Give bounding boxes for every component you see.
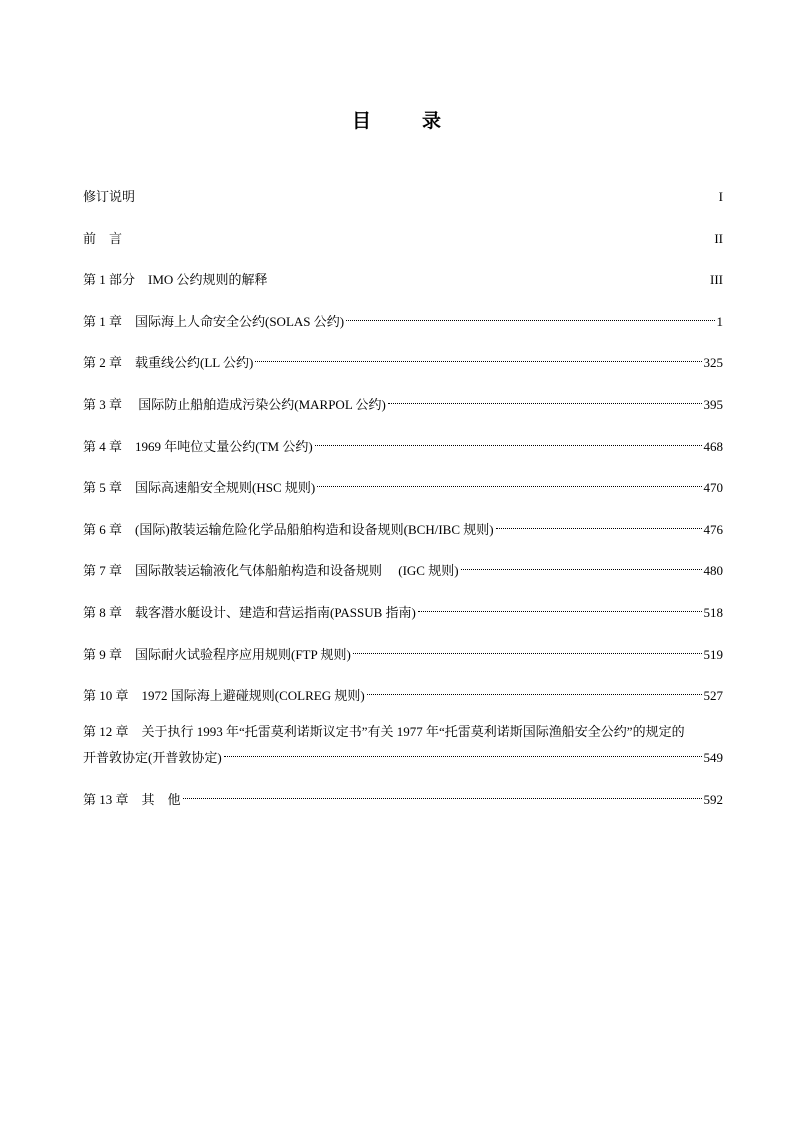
toc-entry[interactable]	[83, 264, 723, 306]
toc-entry[interactable]	[83, 555, 723, 597]
toc-page-number: 592	[703, 791, 723, 807]
toc-leader	[255, 347, 701, 367]
toc-entry-label: 前 言	[83, 230, 123, 246]
toc-page-number: III	[710, 272, 723, 288]
table-of-contents	[83, 181, 723, 825]
toc-entry-chapter-13[interactable]	[83, 784, 723, 826]
toc-entry[interactable]	[83, 514, 723, 556]
toc-entry-label: 第 10 章 1972 国际海上避碰规则(COLREG 规则)	[83, 688, 365, 704]
toc-page-number: 395	[703, 396, 723, 412]
toc-entry-chapter-12[interactable]	[83, 722, 723, 784]
toc-entry[interactable]	[83, 597, 723, 639]
toc-leader	[388, 389, 702, 409]
toc-entry[interactable]	[83, 223, 723, 265]
toc-entry-label: 第 7 章 国际散装运输液化气体船舶构造和设备规则 (IGC 规则)	[83, 563, 459, 579]
toc-page-number: 1	[716, 313, 723, 329]
toc-page-number: 519	[703, 646, 723, 662]
toc-page-number: II	[714, 230, 723, 246]
toc-page-number: 476	[703, 521, 723, 537]
toc-page-number: 527	[703, 688, 723, 704]
toc-leader	[183, 784, 702, 804]
toc-page-number: 549	[703, 749, 723, 765]
toc-page-number: 468	[703, 438, 723, 454]
toc-entry[interactable]	[83, 306, 723, 348]
toc-entry-label: 第 13 章 其 他	[83, 791, 181, 807]
toc-leader	[461, 555, 702, 575]
toc-leader	[346, 306, 714, 326]
toc-leader	[496, 514, 702, 534]
toc-entry-label: 第 12 章 关于执行 1993 年“托雷莫利诺斯议定书”有关 1977 年“托雷莫利诺斯国际渔船安全公约”的规定的	[83, 723, 685, 739]
toc-leader	[353, 639, 702, 659]
toc-entry-label: 修订说明	[83, 189, 136, 204]
toc-leader	[124, 223, 712, 243]
toc-entry[interactable]	[83, 431, 723, 473]
toc-leader	[367, 680, 702, 700]
page-title: 目 录	[351, 111, 457, 132]
toc-leader	[418, 597, 702, 617]
toc-entry-label: 第 2 章 载重线公约(LL 公约)	[83, 355, 254, 371]
toc-page-number: 470	[703, 480, 723, 496]
toc-entry-label: 第 6 章 (国际)散装运输危险化学品船舶构造和设备规则(BCH/IBC 规则)	[83, 521, 494, 537]
toc-entry[interactable]	[83, 680, 723, 722]
toc-entry-label-continued: 开普敦协定(开普敦协定)	[83, 749, 222, 765]
toc-page-number: 480	[703, 563, 723, 579]
toc-entry-label: 第 9 章 国际耐火试验程序应用规则(FTP 规则)	[83, 646, 351, 662]
toc-leader	[224, 742, 702, 762]
toc-leader	[315, 431, 702, 451]
toc-entry[interactable]	[83, 347, 723, 389]
toc-leader	[317, 472, 701, 492]
toc-entry[interactable]	[83, 389, 723, 431]
toc-page-number: 325	[703, 355, 723, 371]
toc-entry-label: 第 8 章 载客潜水艇设计、建造和营运指南(PASSUB 指南)	[83, 604, 416, 620]
toc-entry[interactable]	[83, 472, 723, 514]
toc-page-number: 518	[703, 604, 723, 620]
toc-entry-label: 第 5 章 国际高速船安全规则(HSC 规则)	[83, 480, 316, 496]
toc-entry[interactable]	[83, 181, 723, 223]
toc-entry-label: 第 1 章 国际海上人命安全公约(SOLAS 公约)	[83, 313, 345, 329]
toc-page-number: I	[718, 189, 723, 204]
toc-leader	[270, 264, 708, 284]
toc-entry-label: 第 4 章 1969 年吨位丈量公约(TM 公约)	[83, 438, 313, 454]
toc-leader	[137, 181, 717, 201]
toc-entry[interactable]	[83, 639, 723, 681]
toc-entry-label: 第 1 部分 IMO 公约规则的解释	[83, 272, 268, 288]
toc-entry-label: 第 3 章 国际防止船舶造成污染公约(MARPOL 公约)	[83, 396, 386, 412]
